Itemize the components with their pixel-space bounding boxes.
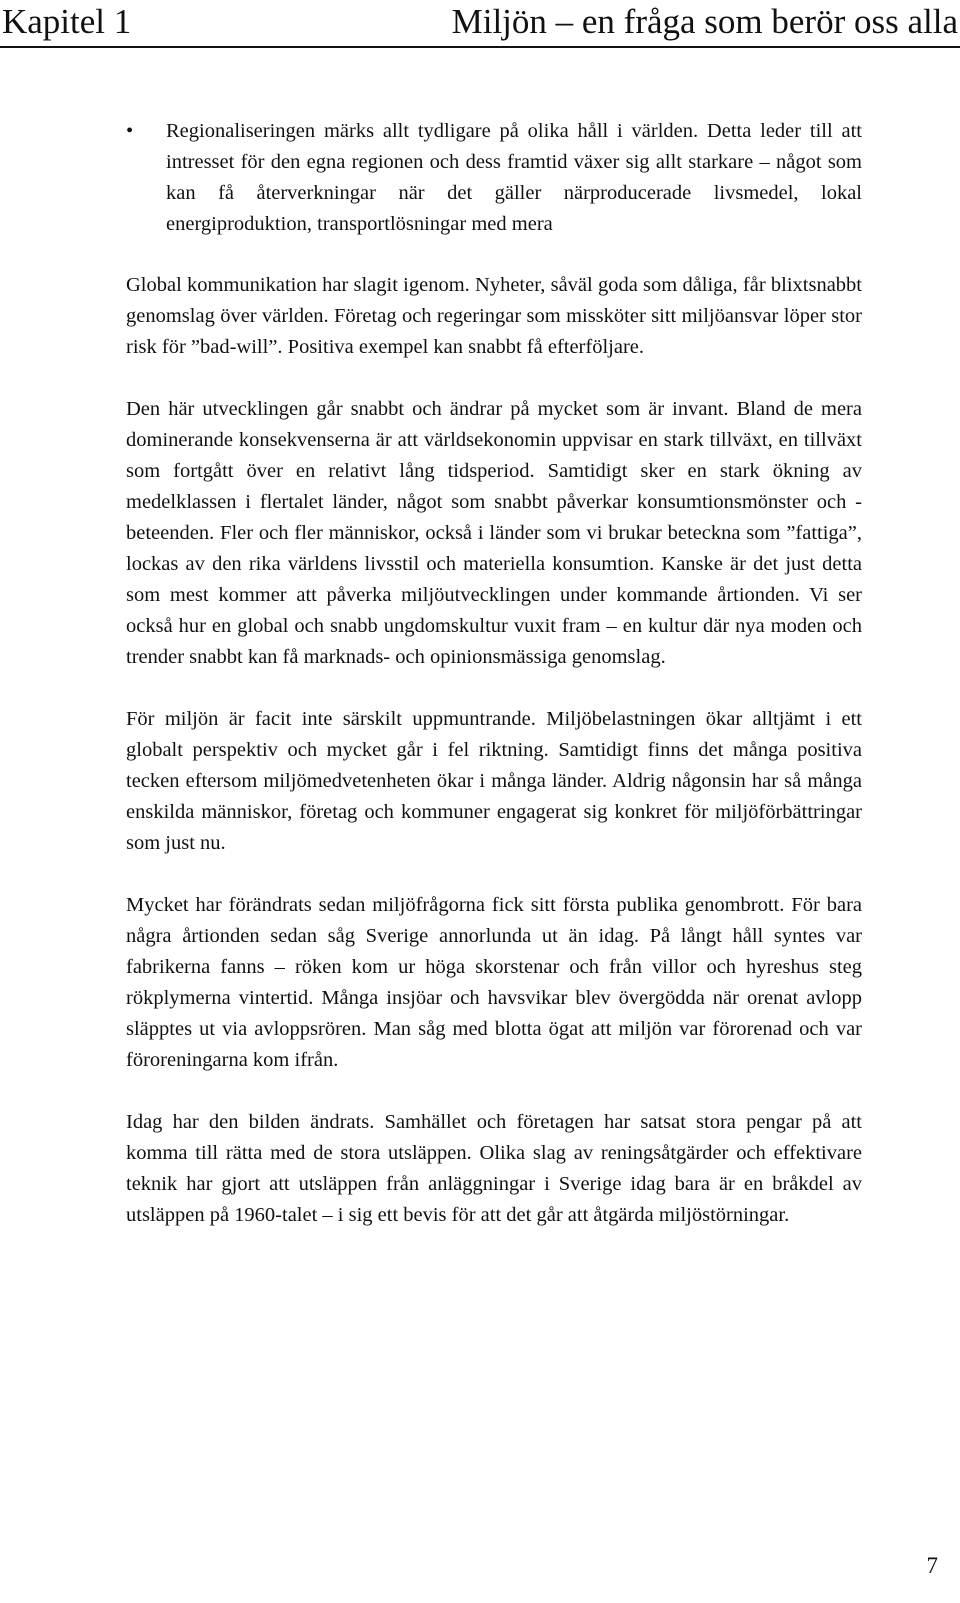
page-number: 7 [926, 1553, 938, 1578]
body-text [126, 116, 862, 1262]
paragraph-global-communication: Global kommunikation har slagit igenom. Nyheter, såväl goda som dåliga, får blixtsnabbt genomslag över världen. Företag och regeringar som missköter sitt miljöansvar löper stor risk för ”bad-will”. Positiva exempel kan snabbt få efterföljare. [126, 274, 862, 358]
chapter-label: Kapitel 1 [2, 2, 132, 41]
paragraph-environment-outlook: För miljön är facit inte särskilt uppmuntrande. Miljöbelastningen ökar alltjämt i ett globalt perspektiv och mycket går i fel riktning. Samtidigt finns det många positiva tecken eftersom miljömedvetenheten ökar i många länder. Aldrig någonsin har så många enskilda människor, företag och kommuner engagerat sig konkret för miljöförbättringar som just nu. [126, 708, 862, 854]
bullet-icon: • [126, 120, 134, 142]
paragraph-history: Mycket har förändrats sedan miljöfrågorna fick sitt första publika genombrott. För bara några årtionden sedan såg Sverige annorlunda ut än idag. På långt håll syntes var fabrikerna fanns – röken kom ur höga skorstenar och från villor och hyreshus steg rökplymerna vintertid. Många insjöar och havsvikar blev övergödda när orenat avlopp släpptes ut via avloppsrören. Man såg med blotta ögat att miljön var förorenad och var föroreningarna kom ifrån. [126, 894, 862, 1071]
bullet-text: Regionaliseringen märks allt tydligare på olika håll i världen. Detta leder till att intresset för den egna regionen och dess framtid växer sig allt starkare – något som kan få återverkningar när det gäller närproducerade livsmedel, lokal energiproduktion, transportlösningar med mera [166, 120, 862, 235]
paragraph-development: Den här utvecklingen går snabbt och ändrar på mycket som är invant. Bland de mera dominerande konsekvenserna är att världsekonomin uppvisar en stark tillväxt, en tillväxt som fortgått över en relativt lång tidsperiod. Samtidigt sker en stark ökning av medelklassen i flertalet länder, något som snabbt påverkar konsumtionsmönster och -beteenden. Fler och fler människor, också i länder som vi brukar beteckna som ”fattiga”, lockas av den rika världens livsstil och materiella konsumtion. Kanske är det just detta som mest kommer att påverka miljöutvecklingen under kommande årtionden. Vi ser också hur en global och snabb ungdomskultur vuxit fram – en kultur där nya moden och trender snabbt kan få marknads- och opinionsmässiga genomslag. [126, 398, 862, 668]
paragraph-today: Idag har den bilden ändrats. Samhället och företagen har satsat stora pengar på att komma till rätta med de stora utsläppen. Olika slag av reningsåtgärder och effektivare teknik har gjort att utsläppen från anläggningar i Sverige idag bara är en bråkdel av utsläppen på 1960-talet – i sig ett bevis för att det går att åtgärda miljöstörningar. [126, 1111, 862, 1226]
bullet-item [126, 116, 862, 240]
chapter-title: Miljön – en fråga som berör oss alla [451, 2, 958, 41]
page-header [0, 0, 960, 48]
